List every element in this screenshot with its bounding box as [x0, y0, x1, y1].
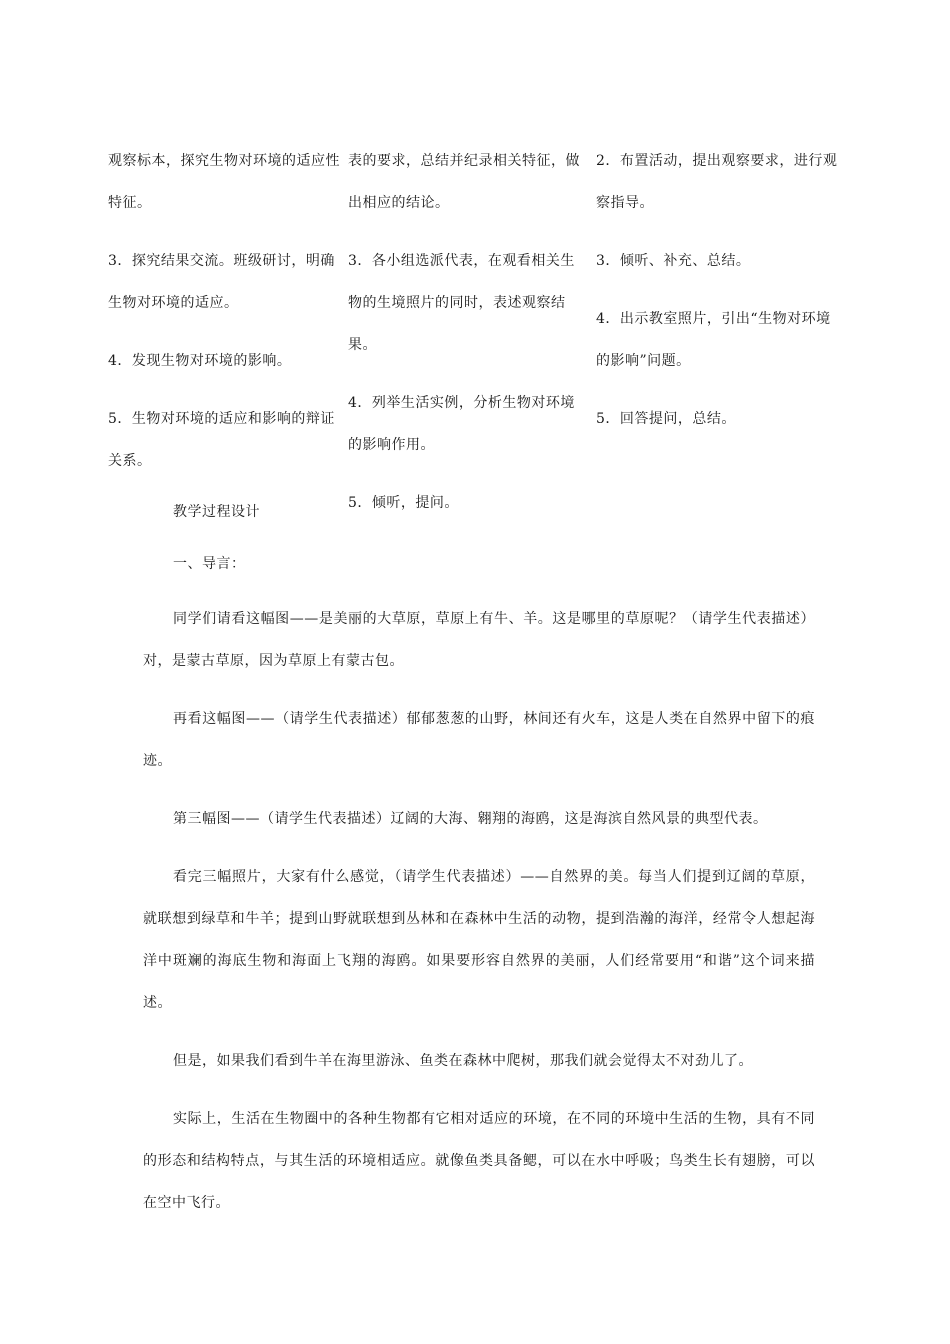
table-column-student-activity — [348, 140, 588, 540]
table-cell: 4．出示教室照片，引出“生物对环境的影响”问题。 — [596, 311, 831, 369]
section-title: 教学过程设计 — [173, 504, 260, 520]
paragraph: 再看这幅图——（请学生代表描述）郁郁葱葱的山野，林间还有火车，这是人类在自然界中留下的痕迹。 — [143, 711, 815, 769]
table-cell: 5．生物对环境的适应和影响的辩证关系。 — [108, 411, 335, 469]
teaching-process-section — [143, 494, 815, 1240]
table-cell: 4．发现生物对环境的影响。 — [108, 353, 292, 369]
table-cell: 4．列举生活实例，分析生物对环境的影响作用。 — [348, 395, 575, 453]
table-column-teacher-activity — [596, 140, 840, 456]
paragraph: 实际上，生活在生物圈中的各种生物都有它相对适应的环境，在不同的环境中生活的生物，具有不同的形态和结构特点，与其生活的环境相适应。就像鱼类具备鳃，可以在水中呼吸；鸟类生长有翅膀，可以在空中飞行。 — [143, 1111, 815, 1211]
table-cell: 观察标本，探究生物对环境的适应性特征。 — [108, 153, 340, 211]
paragraph: 看完三幅照片，大家有什么感觉，（请学生代表描述）——自然界的美。每当人们提到辽阔的草原，就联想到绿草和牛羊；提到山野就联想到丛林和在森林中生活的动物，提到浩瀚的海洋，经常令人想起海洋中斑斓的海底生物和海面上飞翔的海鸥。如果要形容自然界的美丽，人们经常要用“和谐”这个词来描述。 — [143, 869, 815, 1011]
table-cell: 3．探究结果交流。班级研讨，明确生物对环境的适应。 — [108, 253, 335, 311]
paragraph: 但是，如果我们看到牛羊在海里游泳、鱼类在森林中爬树，那我们就会觉得太不对劲儿了。 — [173, 1053, 753, 1069]
table-cell: 3．各小组选派代表，在观看相关生物的生境照片的同时，表述观察结果。 — [348, 253, 575, 353]
table-cell: 表的要求，总结并纪录相关特征，做出相应的结论。 — [348, 153, 580, 211]
table-column-learning-content — [108, 140, 348, 498]
paragraph: 第三幅图——（请学生代表描述）辽阔的大海、翱翔的海鸥，这是海滨自然风景的典型代表。 — [173, 811, 768, 827]
table-cell: 5．倾听，提问。 — [348, 495, 459, 511]
table-cell: 2．布置活动，提出观察要求，进行观察指导。 — [596, 153, 838, 211]
paragraph: 同学们请看这幅图——是美丽的大草原，草原上有牛、羊。这是哪里的草原呢？（请学生代表描述）对，是蒙古草原，因为草原上有蒙古包。 — [143, 611, 815, 669]
table-cell: 5．回答提问，总结。 — [596, 411, 736, 427]
section-subtitle: 一、导言： — [173, 556, 246, 572]
table-cell: 3．倾听、补充、总结。 — [596, 253, 751, 269]
